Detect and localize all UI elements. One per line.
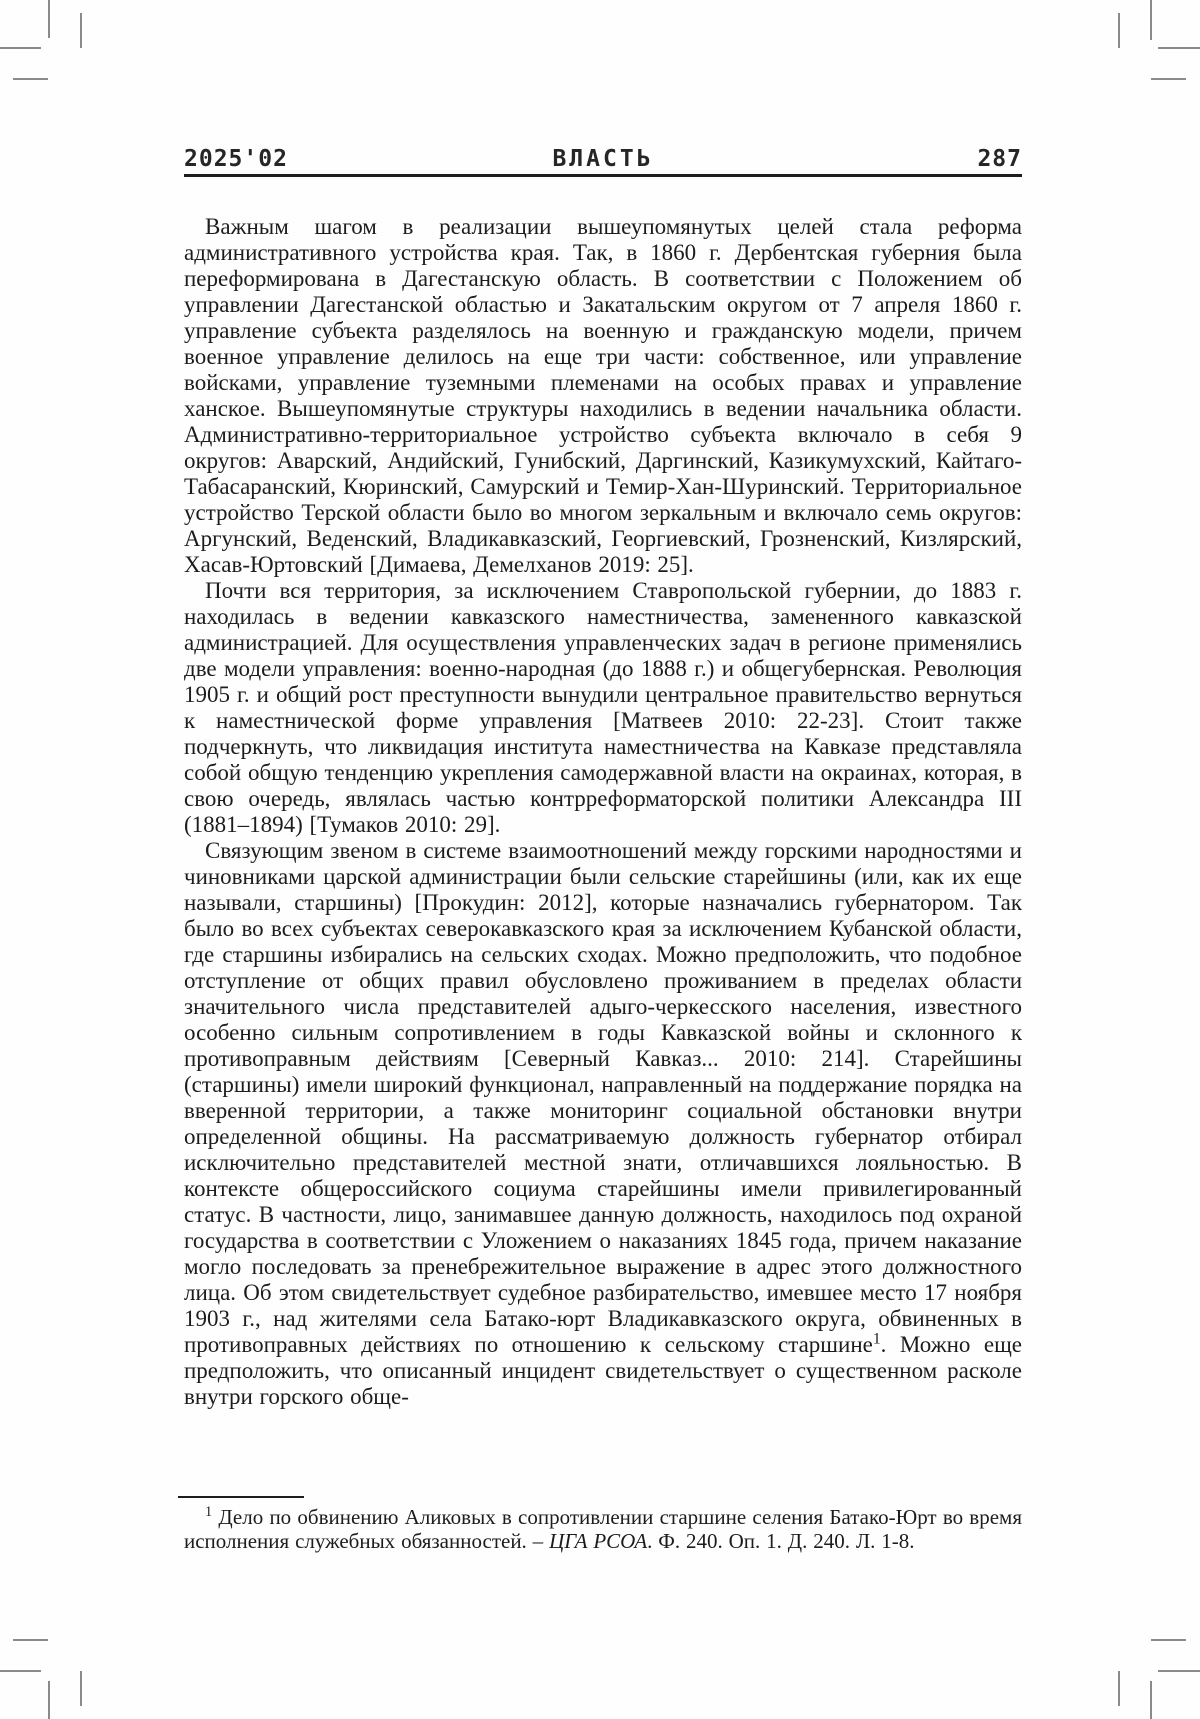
- crop-mark: [1158, 47, 1200, 49]
- crop-mark: [0, 1670, 41, 1672]
- crop-mark: [1118, 13, 1120, 48]
- crop-mark: [13, 78, 48, 80]
- footnote: [184, 1506, 1022, 1553]
- crop-mark: [80, 13, 82, 48]
- paragraph: Важным шагом в реализации вышеупомянутых целей стала реформа административного устройства края. Так, в 1860 г. Дербентская губерния была переформирована в Дагестанскую область. В соответствии с Положением об управлении Дагестанской областью и Закатальским округом от 7 апреля 1860 г. управление субъекта разделялось на военную и гражданскую модели, причем военное управление делилось на еще три части: собственное, или управление войсками, управление туземными племенами на особых правах и управление ханское. Вышеупомянутые структуры находились в ведении начальника области. Административно-территориальное устройство субъекта включало в себя 9 округов: Аварский, Андийский, Гунибский, Даргинский, Казикумухский, Кайтаго-Табасаранский, Кюринский, Самурский и Темир-Хан-Шуринский. Территориальное устройство Терской области было во многом зеркальным и включало семь округов: Аргунский, Веденский, Владикавказский, Георгиевский, Грозненский, Кизлярский, Хасав-Юртовский [Димаева, Демелханов 2019: 25].: [184, 214, 1022, 577]
- footnote-text: . Ф. 240. Оп. 1. Д. 240. Л. 1-8.: [647, 1528, 915, 1553]
- page-number: 287: [977, 146, 1022, 172]
- paragraph: Почти вся территория, за исключением Ставропольской губернии, до 1883 г. находилась в ведении кавказского наместничества, замененного кавказской администрацией. Для осуществления управленческих задач в регионе применялись две модели управления: военно-народная (до 1888 г.) и общегубернская. Революция 1905 г. и общий рост преступности вынудили центральное правительство вернуться к наместнической форме управления [Матвеев 2010: 22-23]. Стоит также подчеркнуть, что ликвидация института наместничества на Кавказе представляла собой общую тенденцию укрепления самодержавной власти на окраинах, которая, в свою очередь, являлась частью контрреформаторской политики Александра III (1881–1894) [Тумаков 2010: 29].: [184, 578, 1022, 837]
- crop-mark: [48, 0, 50, 38]
- footnote-separator: [178, 1496, 304, 1498]
- issue-number: 2025'02: [184, 146, 288, 172]
- footnote-marker: 1: [205, 1504, 213, 1520]
- crop-mark: [1158, 1670, 1200, 1672]
- article-body: [184, 214, 1022, 1410]
- crop-mark: [1151, 78, 1186, 80]
- crop-mark: [48, 1681, 50, 1719]
- crop-mark: [0, 47, 41, 49]
- crop-mark: [13, 1639, 48, 1641]
- crop-mark: [1118, 1671, 1120, 1706]
- crop-mark: [1151, 1639, 1186, 1641]
- running-header: [184, 146, 1022, 172]
- archive-source: ЦГА РСОА: [549, 1528, 648, 1553]
- paragraph: [184, 838, 1022, 1410]
- footnote-text: Дело по обвинению Аликовых в сопротивлении старшине селения Батако-Юрт во время исполнения служебных обязанностей. –: [184, 1505, 1022, 1553]
- text-column: [184, 0, 1022, 1719]
- crop-mark: [80, 1671, 82, 1706]
- journal-title: ВЛАСТЬ: [552, 146, 654, 172]
- paragraph-text: . Можно еще предположить, что описанный инцидент свидетельствует о существенном расколе внутри горского обще-: [184, 1332, 1022, 1409]
- footnote-reference: 1: [872, 1330, 881, 1348]
- header-rule: [184, 174, 1022, 177]
- crop-mark: [1150, 0, 1152, 40]
- crop-mark: [1150, 1681, 1152, 1719]
- paragraph-text: Связующим звеном в системе взаимоотношений между горскими народностями и чиновниками царской администрации были сельские старейшины (или, как их еще называли, старшины) [Прокудин: 2012], которые назначались губернатором. Так было во всех субъектах северокавказского края за исключением Кубанской области, где старшины избирались на сельских сходах. Можно предположить, что подобное отступление от общих правил обусловлено проживанием в пределах области значительного числа представителей адыго-черкесского населения, известного особенно сильным сопротивлением в годы Кавказской войны и склонного к противоправным действиям [Северный Кавказ... 2010: 214]. Старейшины (старшины) имели широкий функционал, направленный на поддержание порядка на вверенной территории, а также мониторинг социальной обстановки внутри определенной общины. На рассматриваемую должность губернатор отбирал исключительно представителей местной знати, отличавшихся лояльностью. В контексте общероссийского социума старейшины имели привилегированный статус. В частности, лицо, занимавшее данную должность, находилось под охраной государства в соответствии с Уложением о наказаниях 1845 года, причем наказание могло последовать за пренебрежительное выражение в адрес этого должностного лица. Об этом свидетельствует судебное разбирательство, имевшее место 17 ноября 1903 г., над жителями села Батако-юрт Владикавказского округа, обвиненных в противоправных действиях по отношению к сельскому старшине: [184, 838, 1022, 1357]
